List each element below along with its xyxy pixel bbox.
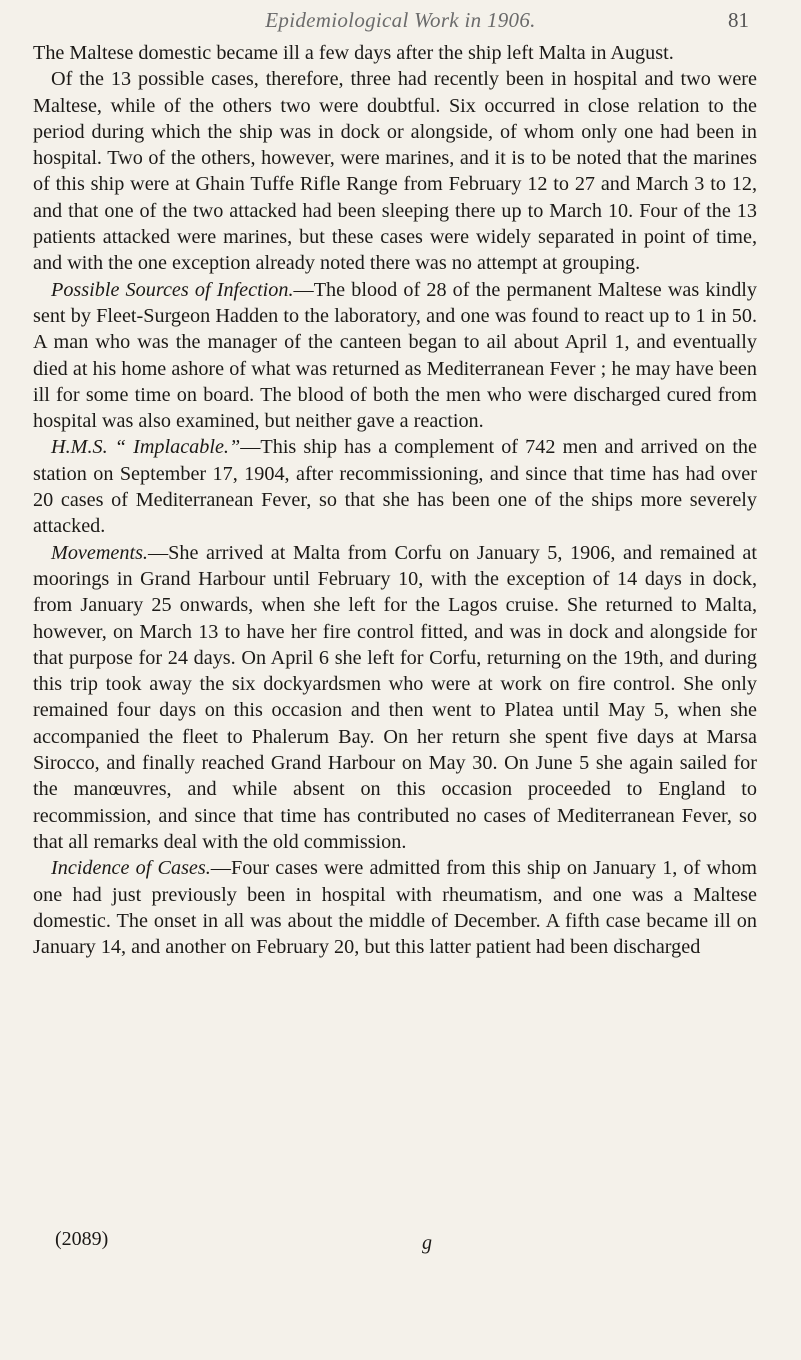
paragraph [33,434,757,539]
paragraph-text: —The blood of 28 of the permanent Maltese was kindly sent by Fleet-Surgeon Hadden to the laboratory, and one was found to react up to 1 in 50. A man who was the manager of the canteen began to ail about April 1, and eventually died at his home ashore of what was returned as Mediterranean Fever ; he may have been ill for some time on board. The blood of both the men who were discharged cured from hospital was also examined, but neither gave a reaction. [33,278,757,433]
body-text [33,40,757,960]
paragraph-heading: Possible Sources of Infection. [51,278,294,301]
paragraph [33,40,757,66]
paragraph-text: —She arrived at Malta from Corfu on January 5, 1906, and remained at moorings in Grand Harbour until February 10, with the exception of 14 days in dock, from January 25 onwards, when she left for the Lagos cruise. She returned to Malta, however, on March 13 to have her fire control fitted, and was in dock and alongside for that purpose for 24 days. On April 6 she left for Corfu, returning on the 19th, and during this trip took away the six dockyardsmen who were at work on fire control. She only remained four days on this occasion and then went to Platea until May 5, when she accompanied the fleet to Phalerum Bay. On her return she spent five days at Marsa Sirocco, and finally reached Grand Harbour on May 30. On June 5 she again sailed for the manœuvres, and while absent on this occasion proceeded to England to recommission, and since that time has contributed no cases of Mediterranean Fever, so that all remarks deal with the old commission. [33,541,757,853]
paragraph-heading: H.M.S. “ Implacable.” [51,436,241,459]
running-head: Epidemiological Work in 1906. [265,8,536,32]
signature-mark: g [422,1232,432,1254]
paragraph [33,277,757,435]
paragraph-text: —Four cases were admitted from this ship on January 1, of whom one had just previously been in hospital with rheumatism, and one was a Maltese domestic. The onset in all was about the middle of December. A fifth case became ill on January 14, and another on February 20, but this latter patient had been discharged [33,857,757,959]
paragraph-text: Of the 13 possible cases, therefore, three had recently been in hospital and two were Maltese, while of the others two were doubtful. Six occurred in close relation to the period during which the ship was in dock or alongside, of whom only one had been in hospital. Two of the others, however, were marines, and it is to be noted that the marines of this ship were at Ghain Tuffe Rifle Range from February 12 to 27 and March 3 to 12, and that one of the two attacked had been sleeping there up to March 10. Four of the 13 patients attacked were marines, but these cases were widely separated in point of time, and with the one exception already noted there was no attempt at grouping. [33,68,757,275]
paragraph [33,855,757,960]
paragraph-heading: Movements. [51,541,148,564]
paragraph-heading: Incidence of Cases. [51,857,211,880]
page-footer [0,1228,801,1260]
paragraph-text: —This ship has a complement of 742 men and arrived on the station on September 17, 1904, after recommissioning, and since that time has had over 20 cases of Mediterranean Fever, so that she has been one of the ships more severely attacked. [33,436,757,538]
paragraph-text: The Maltese domestic became ill a few days after the ship left Malta in August. [33,42,674,64]
paragraph [33,66,757,276]
page-header [0,8,801,38]
print-code: (2089) [55,1228,109,1250]
paragraph [33,540,757,856]
page-number: 81 [728,8,749,32]
